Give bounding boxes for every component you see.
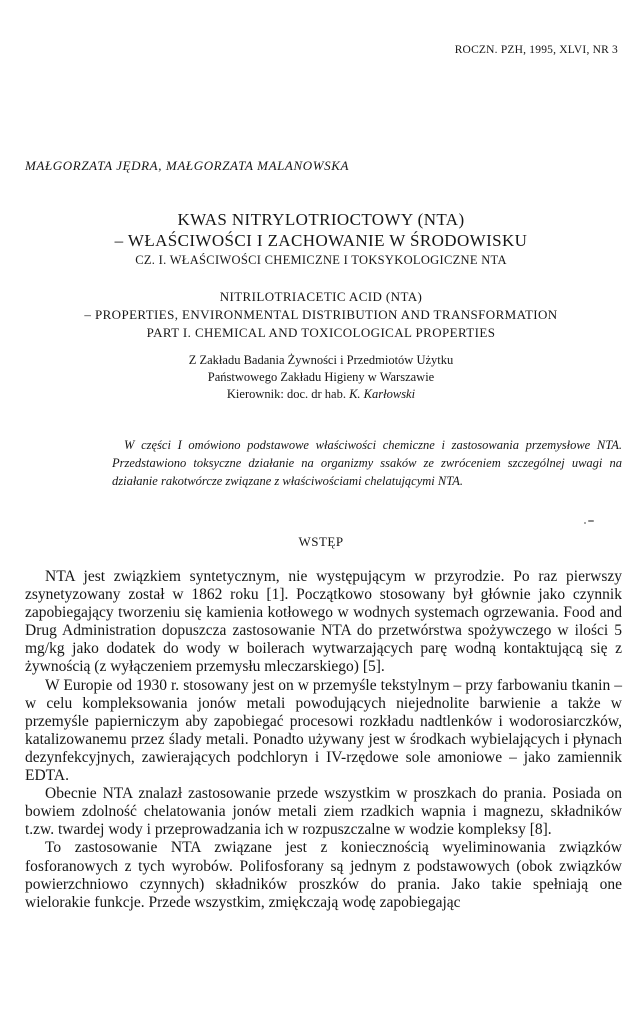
- title-pl-line-3: CZ. I. WŁAŚCIWOŚCI CHEMICZNE I TOKSYKOLOGICZNE NTA: [135, 253, 507, 267]
- body-text: [25, 568, 622, 912]
- affiliation: [0, 352, 642, 403]
- body-paragraph: Obecnie NTA znalazł zastosowanie przede wszystkim w proszkach do prania. Posiada on bowiem zdolność chelatowania jonów metali ziem rzadkich wapnia i magnezu, składników t.zw. twardej wody i przeprowadzania ich w rozpuszczalne w wodzie kompleksy [8].: [25, 785, 622, 839]
- body-paragraph: To zastosowanie NTA związane jest z koniecznością wyeliminowania związków fosforanowych z tych wyrobów. Polifosforany są jednym z podstawowych (obok związków powierzchniowo czynnych) składników proszków do prania. Jako takie spełniają one wielorakie funkcje. Przede wszystkim, zmiękczają wodę zapobiegając: [25, 839, 622, 911]
- affiliation-head-name: K. Karłowski: [349, 387, 416, 401]
- affiliation-head-title: Kierownik: doc. dr hab.: [226, 387, 346, 401]
- affiliation-line-3: [0, 386, 642, 403]
- body-paragraph: W Europie od 1930 r. stosowany jest on w przemyśle tekstylnym – przy farbowaniu tkanin – w celu kompleksowania jonów metali powodujących niejednolite barwienie a także w przemyśle papierniczym aby zapobiegać procesowi rozkładu nadtlenków i wodorosiarczków, katalizowanemu przez ślady metali. Ponadto używany jest w środkach wybielających i płynach dezynfekcyjnych, zawierających podchloryn i IV-rzędowe sole amoniowe – jako zamiennik EDTA.: [25, 676, 622, 785]
- section-heading: WSTĘP: [298, 534, 344, 549]
- title-pl-line-1: KWAS NITRYLOTRIOCTOWY (NTA): [177, 210, 465, 229]
- scan-speck: [584, 520, 594, 524]
- title-english: [0, 288, 642, 342]
- title-pl-line-2: – WŁAŚCIWOŚCI I ZACHOWANIE W ŚRODOWISKU: [114, 231, 528, 250]
- journal-reference: ROCZN. PZH, 1995, XLVI, NR 3: [454, 44, 618, 56]
- affiliation-line-1: Z Zakładu Badania Żywności i Przedmiotów Użytku: [188, 353, 454, 367]
- abstract-text: W części I omówiono podstawowe właściwości chemiczne i zastosowania przemysłowe NTA. Przedstawiono toksyczne działanie na organizmy ssaków ze zwróceniem szczególnej uwagi na działanie rakotwórcze związane z właściwościami chelatującymi NTA.: [112, 438, 622, 488]
- title-en-line-1: NITRILOTRIACETIC ACID (NTA): [219, 289, 423, 304]
- title-polish: [0, 210, 642, 269]
- title-en-line-3: PART I. CHEMICAL AND TOXICOLOGICAL PROPERTIES: [146, 325, 496, 340]
- title-en-line-2: – PROPERTIES, ENVIRONMENTAL DISTRIBUTION AND TRANSFORMATION: [84, 307, 558, 322]
- authors: MAŁGORZATA JĘDRA, MAŁGORZATA MALANOWSKA: [25, 158, 350, 173]
- body-paragraph: NTA jest związkiem syntetycznym, nie występującym w przyrodzie. Po raz pierwszy zsynetyzowany został w 1862 roku [1]. Początkowo stosowany był głównie jako czynnik zapobiegający tworzeniu się kamienia kotłowego w wodnych systemach ogrzewania. Food and Drug Administration dopuszcza zastosowanie NTA do przetwórstwa spożywczego w ilości 5 mg/kg jako dodatek do wody w boilerach wytwarzających parę wodną kontaktującą się z żywnością (z wyłączeniem przemysłu mleczarskiego) [5].: [25, 568, 622, 676]
- abstract: [112, 436, 622, 490]
- affiliation-line-2: Państwowego Zakładu Higieny w Warszawie: [207, 370, 435, 384]
